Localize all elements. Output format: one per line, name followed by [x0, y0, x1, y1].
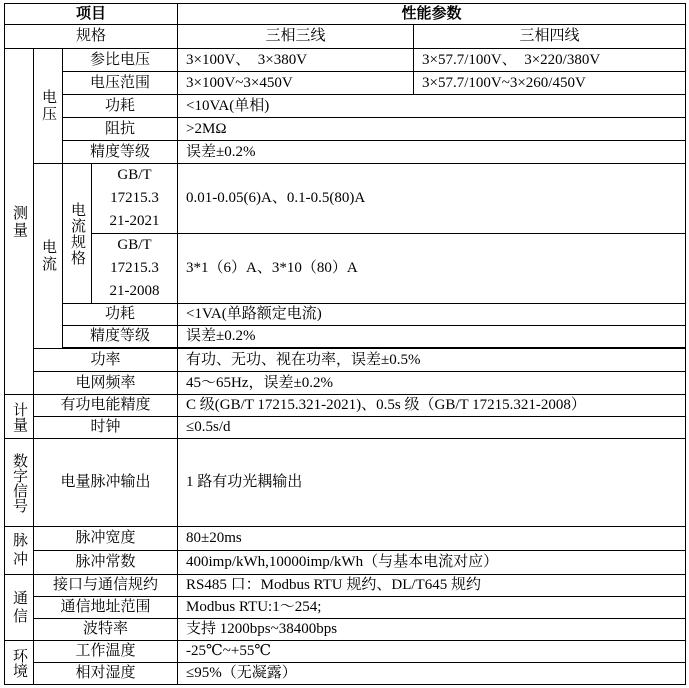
- std-2008-line-3: 21-2008: [109, 283, 160, 299]
- row-label-humidity: 相对湿度: [34, 663, 178, 685]
- voltage-accuracy-value: 误差±0.2%: [178, 141, 686, 164]
- group-metering: 计量: [5, 395, 34, 439]
- table-row: [5, 417, 686, 439]
- std-2008-line-2: 17215.3: [110, 260, 159, 276]
- row-label-pulse-constant: 脉冲常数: [34, 551, 178, 575]
- current-accuracy-value: 误差±0.2%: [178, 326, 686, 348]
- current-power-value: <1VA(单路额定电流): [178, 304, 686, 326]
- row-label-voltage-accuracy: 精度等级: [63, 141, 178, 164]
- table-row: [5, 551, 686, 575]
- table-row: [5, 234, 686, 304]
- row-label-baud: 波特率: [34, 619, 178, 641]
- row-label-impedance: 阻抗: [63, 118, 178, 141]
- table-row: [5, 527, 686, 551]
- voltage-power-value: <10VA(单相): [178, 95, 686, 118]
- std-2021-value: 0.01-0.05(6)A、0.1-0.5(80)A: [178, 164, 686, 234]
- group-pulse: 脉冲: [5, 527, 34, 575]
- impedance-value: >2MΩ: [178, 118, 686, 141]
- baud-value: 支持 1200bps~38400bps: [178, 619, 686, 641]
- row-label-pulse-output: 电量脉冲输出: [34, 439, 178, 527]
- row-label-energy: 有功电能精度: [34, 395, 178, 417]
- row-label-address: 通信地址范围: [34, 597, 178, 619]
- row-label-temperature: 工作温度: [34, 641, 178, 663]
- header-item: 项目: [5, 4, 178, 25]
- reference-voltage-four-wire: 3×57.7/100V、 3×220/380V: [414, 49, 686, 72]
- table-row: [5, 619, 686, 641]
- spec-three-phase-three-wire: 三相三线: [178, 25, 414, 49]
- table-row: [5, 663, 686, 685]
- std-2008-line-1: GB/T: [117, 237, 152, 253]
- table-row: [5, 164, 686, 234]
- row-label-voltage-range: 电压范围: [63, 72, 178, 95]
- power-value: 有功、无功、视在功率，误差±0.5%: [178, 349, 686, 372]
- table-row: [5, 372, 686, 395]
- group-measure: 测量: [5, 49, 34, 395]
- voltage-range-three-wire: 3×100V~3×450V: [178, 72, 414, 95]
- table-header-row: [5, 4, 686, 25]
- group-comm: 通信: [5, 575, 34, 641]
- row-label-reference-voltage: 参比电压: [63, 49, 178, 72]
- row-label-std-2008: [92, 234, 178, 304]
- row-label-voltage-power: 功耗: [63, 95, 178, 118]
- spec-three-phase-four-wire: 三相四线: [414, 25, 686, 49]
- table-row: [5, 326, 686, 348]
- address-value: Modbus RTU:1～254;: [178, 597, 686, 619]
- group-current-spec: 电流规格: [63, 164, 92, 304]
- row-label-clock: 时钟: [34, 417, 178, 439]
- std-2008-value: 3*1（6）A、3*10（80）A: [178, 234, 686, 304]
- std-2021-line-1: GB/T: [117, 167, 152, 183]
- pulse-output-value: 1 路有功光耦输出: [178, 439, 686, 527]
- group-current: 电流: [34, 164, 63, 349]
- pulse-width-value: 80±20ms: [178, 527, 686, 551]
- row-label-std-2021: [92, 164, 178, 234]
- humidity-value: ≤95%（无凝露）: [178, 663, 686, 685]
- std-2021-line-2: 17215.3: [110, 190, 159, 206]
- spec-row: [5, 25, 686, 49]
- row-label-pulse-width: 脉冲宽度: [34, 527, 178, 551]
- table-row: [5, 304, 686, 326]
- table-row: [5, 95, 686, 118]
- clock-value: ≤0.5s/d: [178, 417, 686, 439]
- table-row: [5, 597, 686, 619]
- table-row: [5, 118, 686, 141]
- row-label-frequency: 电网频率: [34, 372, 178, 395]
- spec-table: [4, 3, 686, 685]
- table-row: [5, 349, 686, 372]
- temperature-value: -25℃~+55℃: [178, 641, 686, 663]
- std-2021-line-3: 21-2021: [109, 213, 160, 229]
- group-env: 环境: [5, 641, 34, 685]
- table-row: [5, 72, 686, 95]
- energy-value: C 级(GB/T 17215.321-2021)、0.5s 级（GB/T 17215.321-2008）: [178, 395, 686, 417]
- voltage-range-four-wire: 3×57.7/100V~3×260/450V: [414, 72, 686, 95]
- table-row: [5, 49, 686, 72]
- group-voltage: 电压: [34, 49, 63, 164]
- table-row: [5, 141, 686, 164]
- table-row: [5, 641, 686, 663]
- row-label-power: 功率: [34, 349, 178, 372]
- protocol-value: RS485 口：Modbus RTU 规约、DL/T645 规约: [178, 575, 686, 597]
- spec-label: 规格: [5, 25, 178, 49]
- table-row: [5, 395, 686, 417]
- reference-voltage-three-wire: 3×100V、 3×380V: [178, 49, 414, 72]
- header-performance: 性能参数: [178, 4, 686, 25]
- row-label-protocol: 接口与通信规约: [34, 575, 178, 597]
- row-label-current-accuracy: 精度等级: [63, 326, 178, 348]
- row-label-current-power: 功耗: [63, 304, 178, 326]
- group-digital: 数字信号: [5, 439, 34, 527]
- frequency-value: 45～65Hz，误差±0.2%: [178, 372, 686, 395]
- table-row: [5, 575, 686, 597]
- table-row: [5, 439, 686, 527]
- pulse-constant-value: 400imp/kWh,10000imp/kWh（与基本电流对应）: [178, 551, 686, 575]
